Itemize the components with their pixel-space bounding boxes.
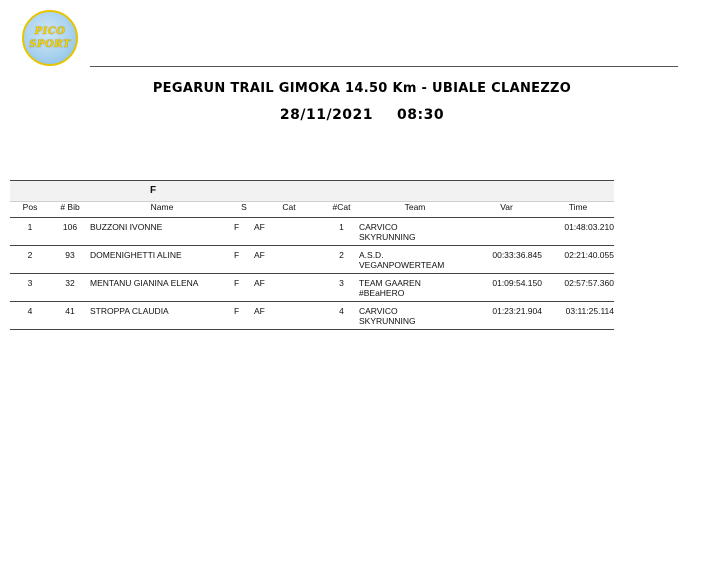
cell-var: 01:09:54.150 xyxy=(471,274,542,302)
cell-cat-rank: 2 xyxy=(324,246,359,274)
race-title: PEGARUN TRAIL GIMOKA 14.50 Km - UBIALE CLANEZZO xyxy=(152,81,572,96)
race-time: 08:30 xyxy=(397,107,445,123)
cell-var xyxy=(471,218,542,246)
table-row xyxy=(10,274,614,302)
cell-var: 01:23:21.904 xyxy=(471,302,542,330)
cell-bib: 106 xyxy=(50,218,90,246)
cell-cat: AF xyxy=(254,246,324,274)
cell-time: 02:57:57.360 xyxy=(542,274,614,302)
cell-time: 02:21:40.055 xyxy=(542,246,614,274)
race-datetime xyxy=(0,107,724,123)
cell-pos: 2 xyxy=(10,246,50,274)
column-header-row xyxy=(10,202,614,218)
category-row xyxy=(10,181,614,202)
category-label: F xyxy=(150,185,157,196)
cell-sex: F xyxy=(234,246,254,274)
table-row xyxy=(10,246,614,274)
cell-cat-rank: 3 xyxy=(324,274,359,302)
table-row xyxy=(10,218,614,246)
team-line-1: CARVICO xyxy=(359,222,398,232)
cell-pos: 1 xyxy=(10,218,50,246)
cell-sex: F xyxy=(234,302,254,330)
cell-team xyxy=(359,246,471,274)
cell-team xyxy=(359,302,471,330)
cell-sex: F xyxy=(234,274,254,302)
pico-sport-logo xyxy=(22,10,78,66)
cell-team xyxy=(359,218,471,246)
cell-pos: 3 xyxy=(10,274,50,302)
cell-cat: AF xyxy=(254,274,324,302)
col-header-time: Time xyxy=(542,202,614,218)
team-line-1: CARVICO xyxy=(359,306,398,316)
logo-text-line1: PICO xyxy=(34,26,66,37)
cell-cat: AF xyxy=(254,302,324,330)
team-line-2: SKYRUNNING xyxy=(359,316,416,326)
cell-name: STROPPA CLAUDIA xyxy=(90,302,234,330)
col-header-cat-rank: #Cat xyxy=(324,202,359,218)
header-rule xyxy=(90,66,678,67)
table-row xyxy=(10,302,614,330)
cell-cat: AF xyxy=(254,218,324,246)
cell-bib: 41 xyxy=(50,302,90,330)
cell-time: 01:48:03.210 xyxy=(542,218,614,246)
col-header-bib: # Bib xyxy=(50,202,90,218)
cell-name: BUZZONI IVONNE xyxy=(90,218,234,246)
team-line-1: TEAM GAAREN xyxy=(359,278,421,288)
cell-name: MENTANU GIANINA ELENA xyxy=(90,274,234,302)
team-line-2: #BEaHERO xyxy=(359,288,405,298)
cell-name: DOMENIGHETTI ALINE xyxy=(90,246,234,274)
results-table xyxy=(10,180,614,330)
team-line-1: A.S.D. xyxy=(359,250,384,260)
cell-sex: F xyxy=(234,218,254,246)
logo-text-line2: SPORT xyxy=(29,39,71,50)
col-header-sex: S xyxy=(234,202,254,218)
cell-var: 00:33:36.845 xyxy=(471,246,542,274)
cell-bib: 93 xyxy=(50,246,90,274)
col-header-var: Var xyxy=(471,202,542,218)
race-date: 28/11/2021 xyxy=(279,107,374,123)
col-header-name: Name xyxy=(90,202,234,218)
cell-bib: 32 xyxy=(50,274,90,302)
team-line-2: VEGANPOWERTEAM xyxy=(359,260,445,270)
col-header-pos: Pos xyxy=(10,202,50,218)
col-header-team: Team xyxy=(359,202,471,218)
cell-team xyxy=(359,274,471,302)
col-header-cat: Cat xyxy=(254,202,324,218)
cell-cat-rank: 1 xyxy=(324,218,359,246)
cell-time: 03:11:25.114 xyxy=(542,302,614,330)
team-line-2: SKYRUNNING xyxy=(359,232,416,242)
cell-cat-rank: 4 xyxy=(324,302,359,330)
cell-pos: 4 xyxy=(10,302,50,330)
